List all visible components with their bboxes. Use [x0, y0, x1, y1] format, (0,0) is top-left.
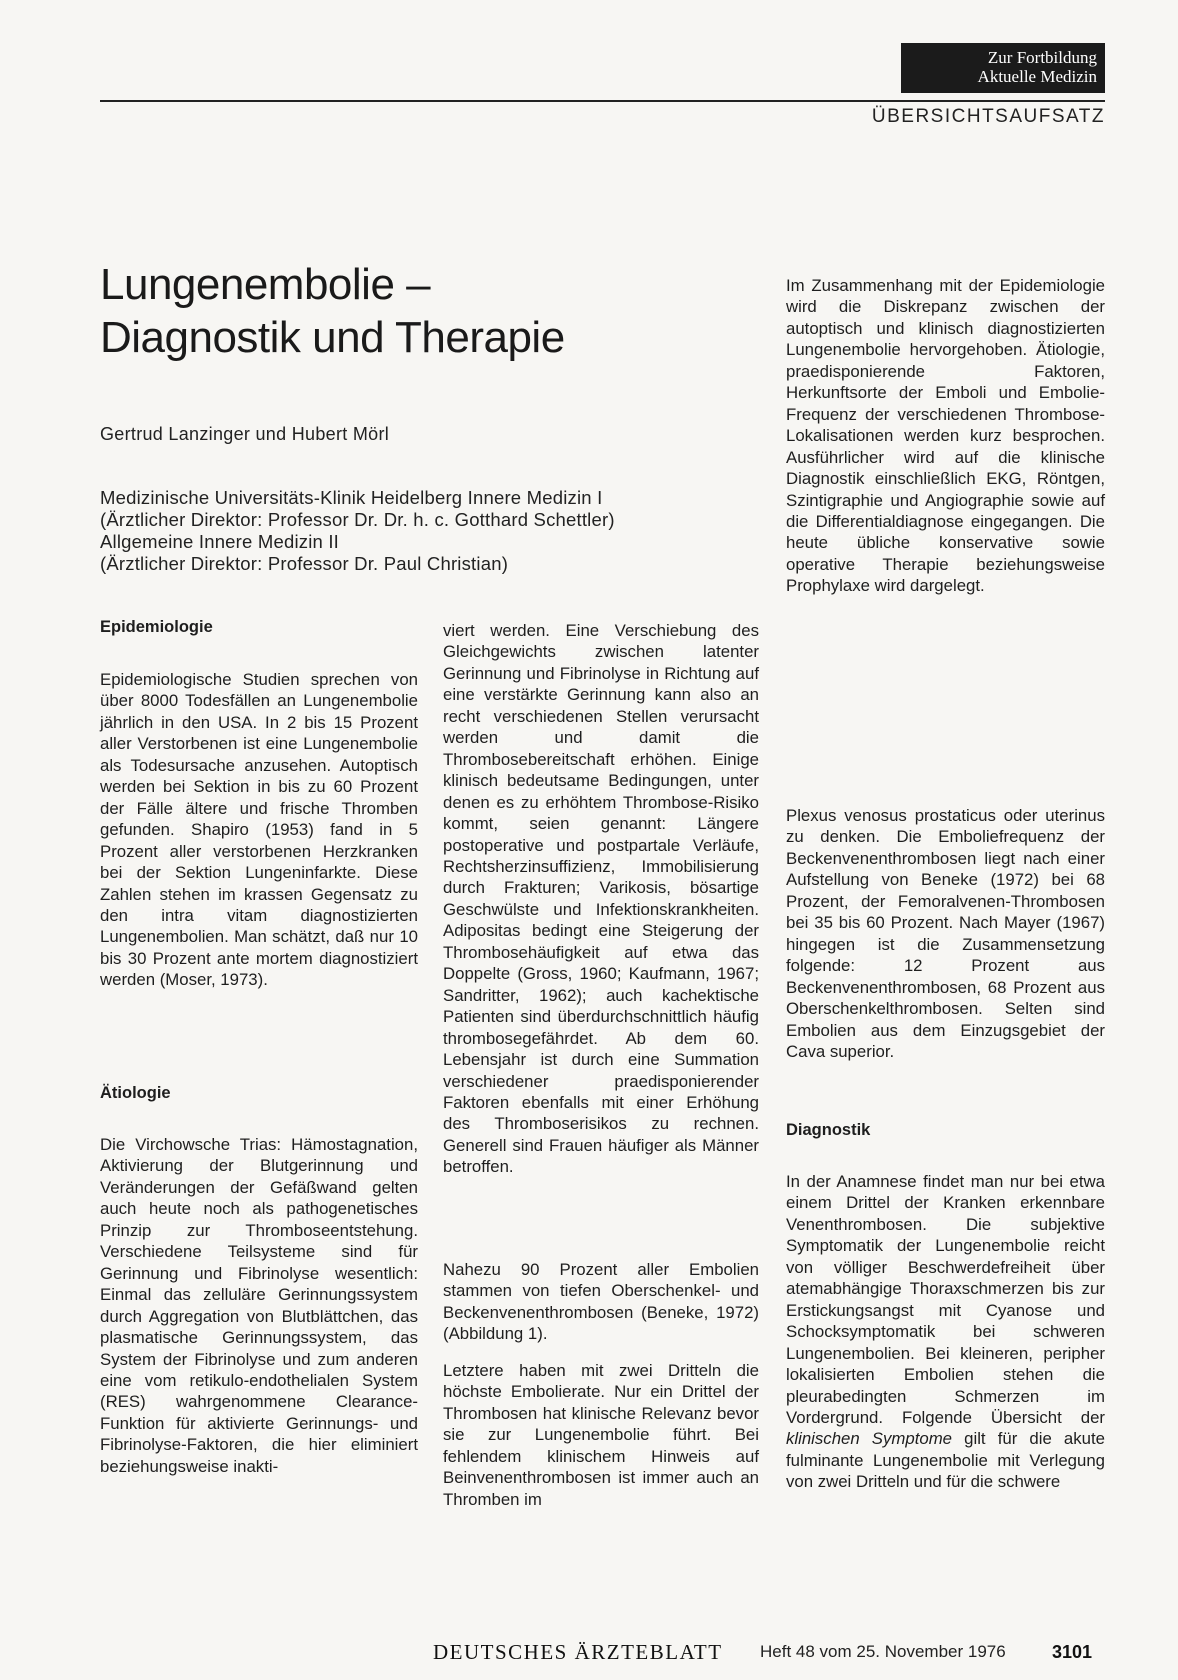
section-heading: Diagnostik [786, 1121, 871, 1139]
paragraph: Letztere haben mit zwei Dritteln die höchste Embolierate. Nur ein Drittel der Thrombosen hat klinische Relevanz bevor sie zur Lungenembolie führt. Bei fehlendem klinischem Hinweis auf Beinvenenthrombosen ist immer auch an Thromben im [443, 1361, 759, 1509]
section-label: ÜBERSICHTSAUFSATZ [871, 106, 1105, 127]
section-badge [901, 43, 1105, 93]
paragraph: Epidemiologische Studien sprechen von über 8000 Todesfällen an Lungenembolie jährlich in den USA. In 2 bis 15 Prozent aller Verstorbenen ist eine Lungenembolie als Todesursache anzusehen. Autoptisch werden bei Sektion in bis zu 60 Prozent der Fälle ältere und frische Thromben gefunden. Shapiro (1953) fand in 5 Prozent aller verstorbenen Herzkranken bei der Sektion Lungeninfarkte. Diese Zahlen stehen im krassen Gegensatz zu den intra vitam diagnostizierten Lungenembolien. Man schätzt, daß nur 10 bis 30 Prozent ante mortem diagnostiziert werden (Moser, 1973). [100, 670, 418, 990]
issue-info: Heft 48 vom 25. November 1976 [760, 1642, 1006, 1661]
affiliation-block [100, 487, 615, 575]
paragraph [786, 1171, 1105, 1493]
article-authors: Gertrud Lanzinger und Hubert Mörl [100, 424, 390, 444]
article-title [100, 258, 565, 364]
diagnostik-body [786, 1171, 1105, 1493]
affiliation-line: (Ärztlicher Direktor: Professor Dr. Dr. h. c. Gotthard Schettler) [100, 509, 615, 530]
section-heading: Epidemiologie [100, 618, 213, 636]
paragraph: Plexus venosus prostaticus oder uterinus zu denken. Die Emboliefrequenz der Beckenvenenthrombosen liegt nach einer Aufstellung von Beneke (1972) bei 68 Prozent, der Femoralvenen-Thrombosen bei 35 bis 60 Prozent. Nach Mayer (1967) hingegen ist die Zusammensetzung folgende: 12 Prozent aus Beckenvenenthrombosen, 68 Prozent aus Oberschenkelthrombosen. Selten sind Embolien aus dem Einzugsgebiet der Cava superior. [786, 806, 1105, 1061]
section-heading: Ätiologie [100, 1084, 171, 1102]
epidemiologie-body [100, 669, 418, 991]
heading-diagnostik [786, 1120, 1105, 1141]
aetiologie-body [100, 1134, 418, 1477]
badge-line-1: Zur Fortbildung [987, 48, 1097, 67]
journal-name: DEUTSCHES ÄRZTEBLATT [433, 1640, 723, 1664]
col2-paragraph-1 [443, 620, 759, 1178]
heading-epidemiologie [100, 617, 418, 638]
title-line-1: Lungenembolie – [100, 260, 431, 309]
col2-paragraph-2 [443, 1259, 759, 1345]
text-run: In der Anamnese findet man nur bei etwa einem Drittel der Kranken erkennbare Venenthrombosen. Die subjektive Symptomatik der Lungenembolie reicht von völliger Beschwerdefreiheit über atemabhängige Thoraxschmerzen bis zur Erstickungsangst mit Cyanose und Schocksymptomatik bei schweren Lungenembolien. Bei kleineren, peripher lokalisierten Embolien stehen die pleurabedingten Schmerzen im Vordergrund. Folgende Übersicht der [786, 1172, 1105, 1427]
heading-aetiologie [100, 1083, 418, 1104]
affiliation-line: Allgemeine Innere Medizin II [100, 531, 340, 552]
paragraph: viert werden. Eine Verschiebung des Gleichgewichts zwischen latenter Gerinnung und Fibrinolyse in Richtung auf eine verstärkte Gerinnung kann also an recht verschiedenen Stellen verursacht werden und damit die Thrombosebereitschaft erhöhen. Einige klinisch bedeutsame Bedingungen, unter denen es zu erhöhtem Thrombose-Risiko kommt, seien genannt: Längere postoperative und postpartale Verläufe, Rechtsherzinsuffizienz, Immobilisierung durch Frakturen; Varikosis, bösartige Geschwülste und Infektionskrankheiten. Adipositas bedingt eine Steigerung der Thrombosehäufigkeit auf etwa das Doppelte (Gross, 1960; Kaufmann, 1967; Sandritter, 1962); auch kachektische Patienten sind überdurchschnittlich häufig thrombosegefährdet. Ab dem 60. Lebensjahr ist durch eine Summation verschiedener praedisponierender Faktoren ebenfalls mit einer Erhöhung des Thromboserisikos zu rechnen. Generell sind Frauen häufiger als Männer betroffen. [443, 621, 759, 1177]
text-run: gilt für die akute fulminante Lungenembolie mit Verlegung von zwei Dritteln und für die schwere [786, 1429, 1105, 1492]
header-rule [100, 100, 1105, 102]
emphasis-text: klinischen Symptome [786, 1429, 953, 1449]
abstract [786, 275, 1105, 597]
affiliation-line: (Ärztlicher Direktor: Professor Dr. Paul Christian) [100, 553, 509, 574]
title-line-2: Diagnostik und Therapie [100, 313, 565, 362]
abstract-text: Im Zusammenhang mit der Epidemiologie wird die Diskrepanz zwischen der autoptisch und klinisch diagnostizierten Lungenembolie hervorgehoben. Ätiologie, praedisponierende Faktoren, Herkunftsorte der Emboli und Embolie-Frequenz der verschiedenen Thrombose-Lokalisationen werden kurz besprochen. Ausführlicher wird auf die klinische Diagnostik einschließlich EKG, Röntgen, Szintigraphie und Angiographie sowie auf die Differentialdiagnose eingegangen. Die heute übliche konservative sowie operative Therapie beziehungsweise Prophylaxe wird dargelegt. [786, 276, 1105, 596]
paragraph: Nahezu 90 Prozent aller Embolien stammen von tiefen Oberschenkel- und Beckenvenenthrombosen (Beneke, 1972) (Abbildung 1). [443, 1260, 759, 1344]
page-number: 3101 [1052, 1642, 1093, 1662]
col3-paragraph-1 [786, 805, 1105, 1062]
paragraph: Die Virchowsche Trias: Hämostagnation, Aktivierung der Blutgerinnung und Veränderungen der Gefäßwand gelten auch heute noch als pathogenetisches Prinzip zur Thromboseentstehung. Verschiedene Teilsysteme sind für Gerinnung und Fibrinolyse wesentlich: Einmal das zelluläre Gerinnungssystem durch Aggregation von Blutblättchen, das plasmatische Gerinnungssystem, das System der Fibrinolyse und zum anderen eine vom retikulo-endothelialen System (RES) wahrgenommene Clearance-Funktion für aktivierte Gerinnungs- und Fibrinolyse-Faktoren, die hier eliminiert beziehungsweise inakti- [100, 1135, 418, 1476]
col2-paragraph-3 [443, 1360, 759, 1510]
badge-line-2: Aktuelle Medizin [977, 67, 1097, 86]
affiliation-line: Medizinische Universitäts-Klinik Heidelberg Innere Medizin I [100, 487, 603, 508]
